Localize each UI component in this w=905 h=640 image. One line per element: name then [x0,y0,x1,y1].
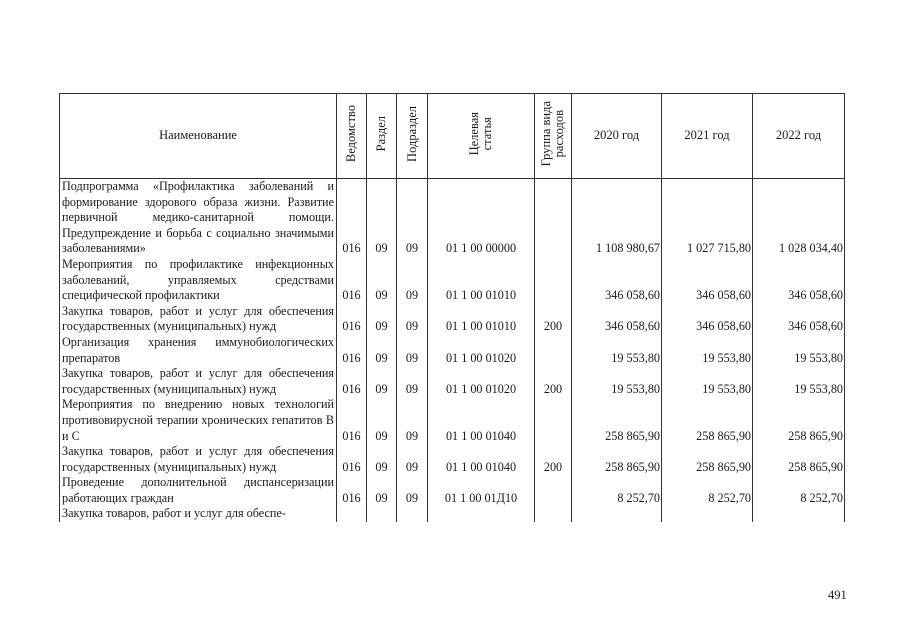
row-2022: 258 865,90 [753,397,845,444]
table-row [60,335,845,366]
row-celevaya-statya: 01 1 00 01010 [428,257,535,304]
row-podrazdel: 09 [397,304,428,335]
table-row [60,304,845,335]
row-vedomstvo: 016 [337,444,367,475]
row-podrazdel: 09 [397,179,428,257]
table-row [60,475,845,506]
row-gruppa-vida-rashodov: 200 [535,366,572,397]
row-razdel: 09 [367,179,397,257]
header-2021-label: 2021 год [684,128,730,143]
header-2020 [572,94,662,179]
budget-table [59,93,845,522]
row-vedomstvo: 016 [337,475,367,506]
row-celevaya-statya [428,506,535,522]
table-row [60,397,845,444]
header-gruppa-vida-rashodov [535,94,572,179]
row-razdel: 09 [367,475,397,506]
row-name: Закупка товаров, работ и услуг для обеспечения государственных (муниципальных) нужд [60,444,337,475]
row-vedomstvo: 016 [337,335,367,366]
row-2022 [753,506,845,522]
header-row [60,94,845,179]
row-celevaya-statya: 01 1 00 01020 [428,366,535,397]
header-2020-label: 2020 год [593,128,640,143]
row-2020: 346 058,60 [572,304,662,335]
header-razdel [367,94,397,179]
row-razdel: 09 [367,444,397,475]
header-name-label: Наименование [159,128,237,143]
header-2022 [753,94,845,179]
row-2021: 8 252,70 [662,475,753,506]
row-razdel: 09 [367,304,397,335]
row-name: Закупка товаров, работ и услуг для обеспечения государственных (муниципальных) нужд [60,366,337,397]
header-gruppa-vida-rashodov-label: Группа вида расходов [539,101,566,167]
row-name: Закупка товаров, работ и услуг для обеспечения государственных (муниципальных) нужд [60,304,337,335]
row-2020 [572,506,662,522]
header-podrazdel [397,94,428,179]
row-gruppa-vida-rashodov [535,257,572,304]
row-podrazdel: 09 [397,257,428,304]
table-row-continued [60,506,845,522]
row-name: Мероприятия по профилактике инфекционных заболеваний, управляемых средствами специфической профилактики [60,257,337,304]
row-podrazdel: 09 [397,366,428,397]
row-gruppa-vida-rashodov [535,335,572,366]
row-2021: 19 553,80 [662,366,753,397]
row-celevaya-statya: 01 1 00 01010 [428,304,535,335]
row-razdel [367,506,397,522]
row-vedomstvo: 016 [337,366,367,397]
row-2020: 19 553,80 [572,366,662,397]
row-2020: 1 108 980,67 [572,179,662,257]
row-podrazdel [397,506,428,522]
row-celevaya-statya: 01 1 00 00000 [428,179,535,257]
header-2021 [662,94,753,179]
header-podrazdel-label: Подраздел [404,105,419,162]
row-vedomstvo: 016 [337,397,367,444]
row-2021: 258 865,90 [662,444,753,475]
row-podrazdel: 09 [397,444,428,475]
row-2022: 346 058,60 [753,257,845,304]
row-podrazdel: 09 [397,397,428,444]
row-celevaya-statya: 01 1 00 01Д10 [428,475,535,506]
row-gruppa-vida-rashodov: 200 [535,304,572,335]
row-2022: 19 553,80 [753,335,845,366]
row-2021: 346 058,60 [662,257,753,304]
row-vedomstvo: 016 [337,179,367,257]
row-gruppa-vida-rashodov: 200 [535,444,572,475]
row-gruppa-vida-rashodov [535,506,572,522]
row-2020: 258 865,90 [572,397,662,444]
row-razdel: 09 [367,397,397,444]
row-2021: 19 553,80 [662,335,753,366]
row-name: Организация хранения иммунобиологических препаратов [60,335,337,366]
row-2020: 258 865,90 [572,444,662,475]
row-celevaya-statya: 01 1 00 01020 [428,335,535,366]
row-2022: 1 028 034,40 [753,179,845,257]
row-2021: 1 027 715,80 [662,179,753,257]
row-vedomstvo: 016 [337,257,367,304]
header-vedomstvo [337,94,367,179]
row-name: Подпрограмма «Профилактика заболеваний и формирование здорового образа жизни. Развитие первичной медико-санитарной помощи. Предупреждение и борьба с социально значимыми заболеваниями» [60,179,337,257]
row-2020: 8 252,70 [572,475,662,506]
row-2022: 346 058,60 [753,304,845,335]
header-celevaya-statya [428,94,535,179]
row-vedomstvo: 016 [337,304,367,335]
header-2022-label: 2022 год [775,128,822,143]
header-razdel-label: Раздел [374,116,388,152]
table-row [60,179,845,257]
row-2022: 258 865,90 [753,444,845,475]
header-vedomstvo-label: Ведомство [344,105,358,163]
row-celevaya-statya: 01 1 00 01040 [428,444,535,475]
row-razdel: 09 [367,257,397,304]
header-name [60,94,337,179]
row-gruppa-vida-rashodov [535,397,572,444]
row-name: Мероприятия по внедрению новых технологий противовирусной терапии хронических гепатитов В и С [60,397,337,444]
row-podrazdel: 09 [397,475,428,506]
row-2022: 8 252,70 [753,475,845,506]
row-gruppa-vida-rashodov [535,475,572,506]
row-razdel: 09 [367,366,397,397]
table-body [60,179,845,523]
row-2022: 19 553,80 [753,366,845,397]
table-row [60,444,845,475]
row-razdel: 09 [367,335,397,366]
row-2021: 258 865,90 [662,397,753,444]
header-celevaya-statya-label: Целевая статья [467,112,494,156]
row-gruppa-vida-rashodov [535,179,572,257]
table-row [60,257,845,304]
row-2020: 346 058,60 [572,257,662,304]
page-number: 491 [828,588,847,602]
row-2021 [662,506,753,522]
row-podrazdel: 09 [397,335,428,366]
table-row [60,366,845,397]
row-2021: 346 058,60 [662,304,753,335]
row-celevaya-statya: 01 1 00 01040 [428,397,535,444]
row-name: Закупка товаров, работ и услуг для обеспе- [60,506,337,522]
row-vedomstvo [337,506,367,522]
row-2020: 19 553,80 [572,335,662,366]
row-name: Проведение дополнительной диспансеризации работающих граждан [60,475,337,506]
